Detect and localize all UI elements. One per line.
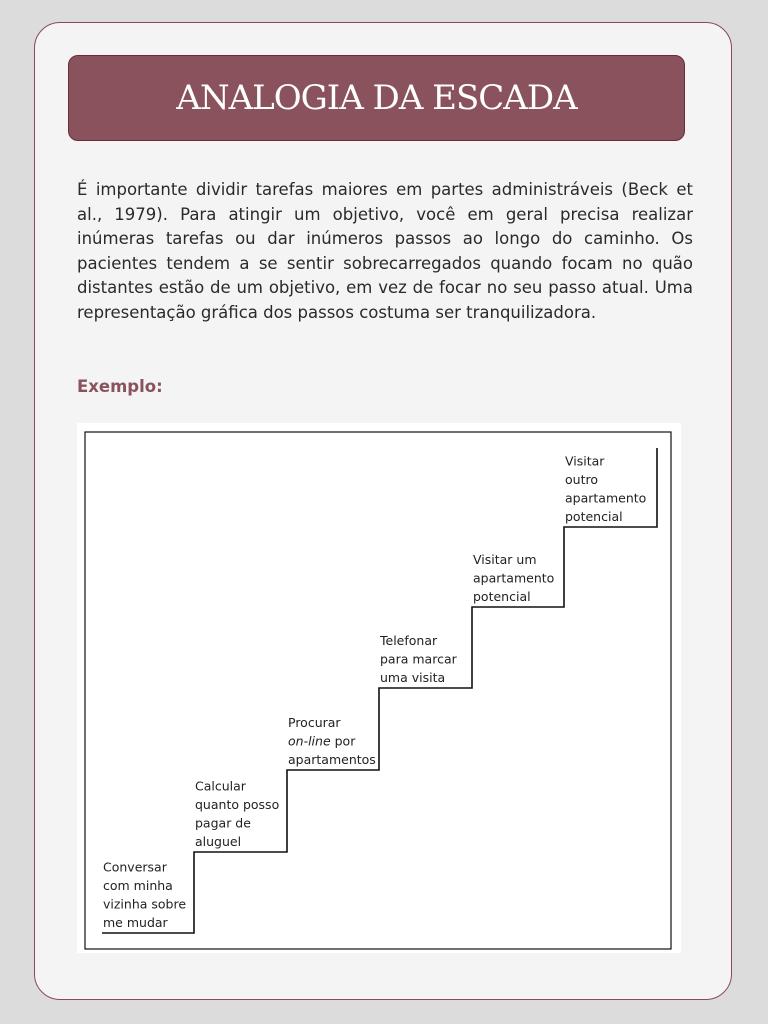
page-title: ANALOGIA DA ESCADA [176,78,577,118]
step-label-line: potencial [473,589,531,604]
step-label-line: Visitar um [473,552,537,567]
step-label-line: pagar de [195,815,251,831]
step-label-line: vizinha sobre [103,896,187,912]
step-label-3 [288,715,376,767]
step-label-line: Procurar [288,715,341,730]
step-label-line: apartamento [565,490,647,506]
step-label-line: para marcar [380,651,457,667]
step-label-line: Visitar [565,453,605,469]
step-label-line: on-line por [288,733,356,749]
step-label-2 [195,779,279,850]
step-label-line: potencial [565,509,623,524]
body-paragraph: É importante dividir tarefas maiores em partes administráveis (Beck et al., 1979). Para atingir um objetivo, você em geral precisa realizar inúmeras tarefas ou dar inúmeros passos ao longo do caminho. Os pacientes tendem a se sentir sobrecarregados quando focam no quão distantes estão de um objetivo, em vez de focar no seu passo atual. Uma representação gráfica dos passos costuma ser tranquilizadora. [77,180,693,322]
staircase-diagram [77,423,681,953]
step-label-line: aluguel [195,834,242,849]
title-banner [68,55,685,141]
step-label-line: Conversar [103,859,167,875]
step-label-line: apartamento [473,570,555,586]
step-label-line: com minha [103,878,173,893]
step-label-line: uma visita [380,670,446,685]
step-label-5 [473,552,554,604]
step-label-line: outro [565,472,598,487]
step-labels [103,454,646,931]
step-label-1 [103,860,186,931]
staircase-figure [77,423,681,953]
step-label-line: me mudar [103,915,168,930]
document-page [34,22,732,1000]
example-label: Exemplo: [77,377,163,396]
step-label-line: Calcular [195,778,246,794]
step-label-4 [379,633,458,685]
step-label-line: Telefonar [380,633,438,648]
step-label-line: apartamentos [288,752,376,767]
step-label-line: quanto posso [195,797,280,812]
step-label-6 [565,454,646,525]
